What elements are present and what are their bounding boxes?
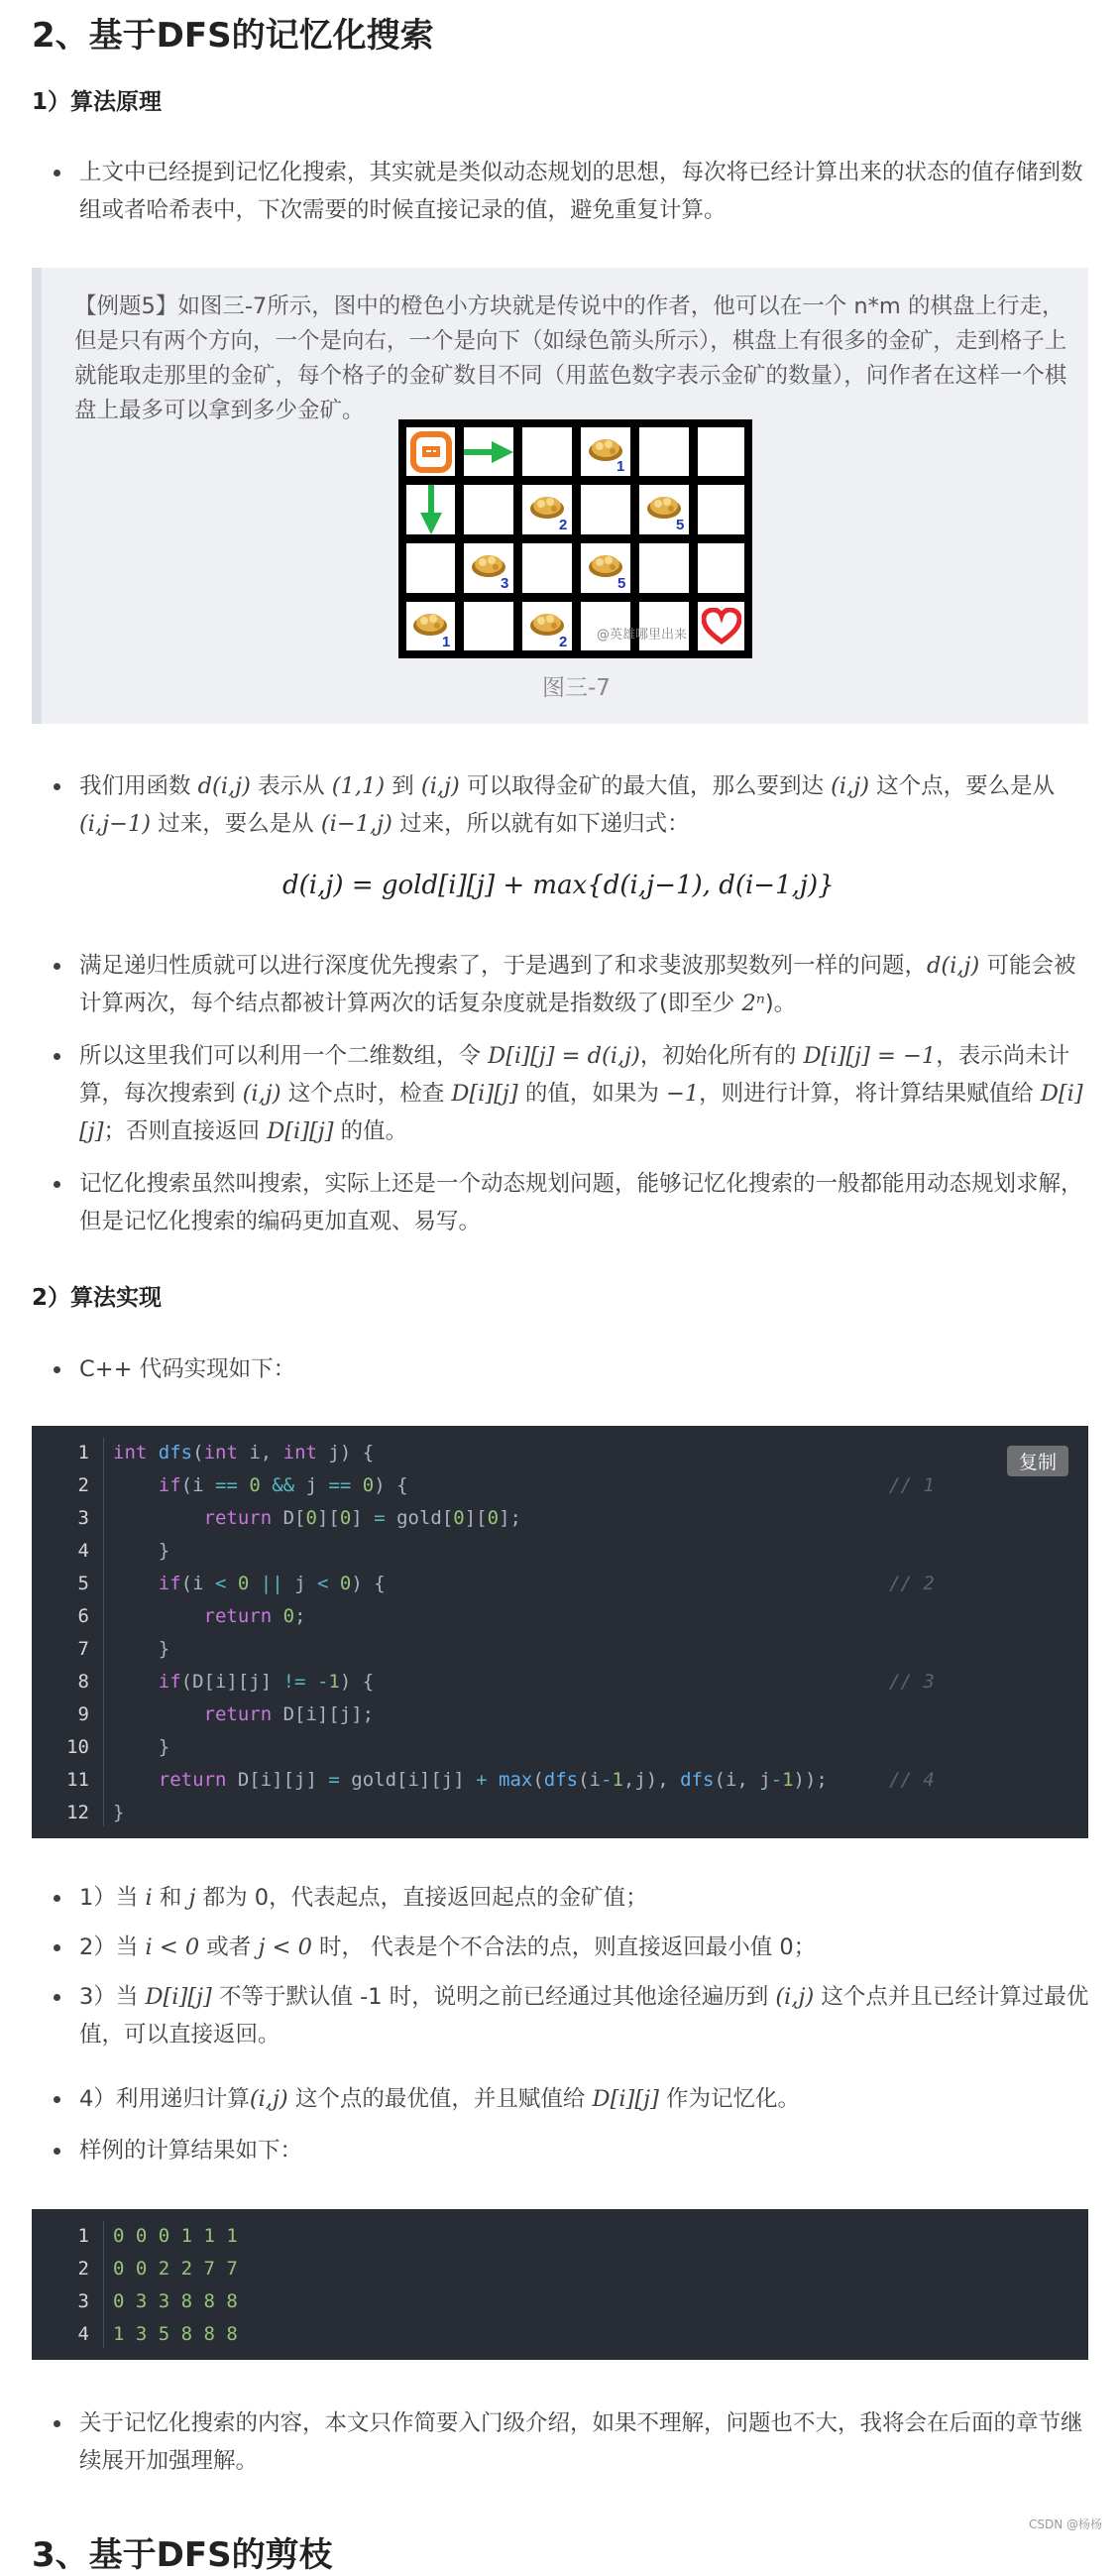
copy-button[interactable]: 复制 <box>1007 1446 1068 1476</box>
gold-count: 2 <box>559 517 568 533</box>
gold-count: 5 <box>617 575 626 592</box>
text: 满足递归性质就可以进行深度优先搜索了，于是遇到了和求斐波那契数列一样的问题， <box>79 953 928 979</box>
line-number: 1 <box>77 1442 89 1464</box>
grid-cell <box>522 543 572 593</box>
gold-count: 3 <box>501 575 509 592</box>
code-line: if(D[i][j] != -1) { <box>158 1671 375 1693</box>
text: 1）当 <box>79 1885 146 1911</box>
math: −1 <box>666 1081 700 1107</box>
text: 所以这里我们可以利用一个二维数组，令 <box>79 1043 489 1069</box>
code-line: if(i == 0 && j == 0) { <box>158 1474 408 1496</box>
math: (i,j) <box>242 1081 281 1107</box>
grid-cell <box>698 543 744 593</box>
text: 这个点的最优值，并且赋值给 <box>287 2086 593 2112</box>
code-comment: // 1 <box>889 1474 935 1496</box>
gold-count: 1 <box>616 458 625 475</box>
result-line: 0 3 3 8 8 8 <box>113 2290 238 2312</box>
list-item <box>55 947 1090 1022</box>
down-arrow-icon <box>418 481 444 536</box>
note-2 <box>55 1929 1090 1966</box>
text: 到 <box>385 773 421 799</box>
note-3 <box>55 1978 1090 2053</box>
math: D[i][j] = −1 <box>803 1043 937 1069</box>
paragraph-intro: 上文中已经提到记忆化搜索，其实就是类似动态规划的思想，每次将已经计算出来的状态的值存储到数组或者哈希表中，下次需要的时候直接记录的值，避免重复计算。 <box>79 160 1083 223</box>
math: D[i][j] <box>451 1081 518 1107</box>
gold-mine-grid-figure <box>398 419 752 658</box>
list-item <box>55 2080 1090 2118</box>
text: 时， 代表是个不合法的点，则直接返回最小值 0； <box>311 1934 817 1960</box>
line-number: 11 <box>66 1769 89 1791</box>
math: (i,j−1) <box>79 811 152 837</box>
paragraph-array <box>55 1037 1090 1150</box>
text: 这个点并且已经计算过最优值，可以直接返回。 <box>79 1984 1089 2048</box>
math: (i,j) <box>831 773 870 799</box>
text: 3）当 <box>79 1984 146 2010</box>
math: D[i][j] <box>267 1118 334 1144</box>
text: ，表示尚未计算，每次搜索到 <box>79 1043 1070 1107</box>
paragraph-memo: 记忆化搜索虽然叫搜索，实际上还是一个动态规划问题，能够记忆化搜索的一般都能用动态规划求解，但是记忆化搜索的编码更加直观、易写。 <box>79 1171 1083 1234</box>
grid-cell <box>464 485 513 534</box>
text: 可能会被计算两次，每个结点都被计算两次的话复杂度就是指数级了(即至少 <box>79 953 1076 1016</box>
text: 和 <box>152 1885 189 1911</box>
text: 的值。 <box>333 1118 408 1144</box>
gold-count: 5 <box>676 517 685 533</box>
line-number: 3 <box>77 1507 89 1529</box>
line-number: 6 <box>77 1605 89 1627</box>
text: 这个点时，检查 <box>280 1081 452 1107</box>
text: ；否则直接返回 <box>103 1118 268 1144</box>
line-number: 2 <box>77 1474 89 1496</box>
code-comment: // 2 <box>889 1573 935 1594</box>
code-line: return 0; <box>203 1605 306 1627</box>
text: 我们用函数 <box>79 773 198 799</box>
text: ，初始化所有的 <box>639 1043 804 1069</box>
section-heading: 2、基于DFS的记忆化搜索 <box>32 16 434 56</box>
grid-cell <box>522 427 572 476</box>
list-item <box>55 2132 1090 2169</box>
result-line: 1 3 5 8 8 8 <box>113 2323 238 2345</box>
math: D[i][j] <box>79 1081 1083 1144</box>
math: d(i,j) <box>927 953 980 979</box>
next-section-heading: 3、基于DFS的剪枝 <box>32 2535 333 2575</box>
text: 这个点，要么是从 <box>869 773 1056 799</box>
text: 都为 0，代表起点，直接返回起点的金矿值； <box>195 1885 648 1911</box>
list-item <box>55 1350 1090 1388</box>
math: (1,1) <box>331 773 386 799</box>
code-comment: // 4 <box>889 1769 935 1791</box>
text: 过来，要么是从 <box>151 811 321 837</box>
grid-cell <box>406 543 455 593</box>
text: 表示从 <box>250 773 332 799</box>
text: 不等于默认值 -1 时，说明之前已经通过其他途径遍历到 <box>211 1984 776 2010</box>
code-line: } <box>113 1540 170 1562</box>
code-comment: // 3 <box>889 1671 935 1693</box>
figure-watermark: @英雄哪里出来 <box>597 628 688 643</box>
text: ，则进行计算，将计算结果赋值给 <box>699 1081 1041 1107</box>
text: )。 <box>764 991 797 1016</box>
text: 2）当 <box>79 1934 146 1960</box>
line-number: 9 <box>77 1703 89 1725</box>
note-1 <box>55 1879 1090 1917</box>
math: (i,j) <box>249 2086 288 2112</box>
list-item <box>55 1929 1090 1966</box>
paragraph-recursion <box>55 947 1090 1022</box>
code-block[interactable] <box>32 1426 1088 1838</box>
line-number: 8 <box>77 1671 89 1693</box>
note-4 <box>55 2080 1090 2118</box>
right-arrow-icon <box>460 439 515 465</box>
list-item <box>55 1879 1090 1917</box>
code-line: return D[i][j]; <box>203 1703 375 1725</box>
text: 可以取得金矿的最大值，那么要到达 <box>459 773 832 799</box>
math: D[i][j] <box>145 1984 212 2010</box>
grid-cell <box>698 485 744 534</box>
math: (i,j) <box>775 1984 815 2010</box>
grid-cell <box>639 427 689 476</box>
list-item <box>55 1165 1090 1240</box>
list-item <box>55 2404 1090 2480</box>
code-line: return D[i][j] = gold[i][j] + max(dfs(i-1,j), dfs(i, j-1)); <box>158 1769 828 1791</box>
line-number: 4 <box>77 1540 89 1562</box>
result-code-block[interactable] <box>32 2209 1088 2360</box>
gutter-divider <box>103 2221 104 2348</box>
note-5: 样例的计算结果如下： <box>79 2138 303 2164</box>
text: 过来，所以就有如下递归式： <box>392 811 690 837</box>
line-number: 3 <box>77 2290 89 2312</box>
code-line: int dfs(int i, int j) { <box>113 1442 375 1464</box>
line-number: 2 <box>77 2258 89 2280</box>
math: j < 0 <box>258 1934 312 1960</box>
line-number: 7 <box>77 1638 89 1660</box>
line-number: 10 <box>66 1736 89 1758</box>
line-number: 1 <box>77 2225 89 2247</box>
text: 的值，如果为 <box>517 1081 666 1107</box>
subheading-implementation: 2）算法实现 <box>32 1285 163 1311</box>
code-line: } <box>113 1802 125 1823</box>
math: i <box>145 1885 153 1911</box>
figure-caption: 图三-7 <box>542 675 611 701</box>
grid-cell <box>698 427 744 476</box>
math: D[i][j] = d(i,j) <box>488 1043 640 1069</box>
list-item <box>55 154 1090 229</box>
math: i < 0 <box>145 1934 200 1960</box>
recurrence-formula: d(i,j) = gold[i][j] + max{d(i,j−1), d(i−1,j)} <box>282 871 835 900</box>
paragraph-cpp: C++ 代码实现如下： <box>79 1356 296 1382</box>
line-number: 5 <box>77 1573 89 1594</box>
gold-count: 2 <box>559 634 568 650</box>
code-line: } <box>113 1736 170 1758</box>
list-item <box>55 1978 1090 2053</box>
line-number: 12 <box>66 1802 89 1823</box>
grid-cell <box>581 485 630 534</box>
math: (i−1,j) <box>320 811 392 837</box>
text: 或者 <box>199 1934 259 1960</box>
paragraph-definition <box>55 767 1090 843</box>
heart-icon <box>702 608 741 645</box>
line-number: 4 <box>77 2323 89 2345</box>
math: (i,j) <box>420 773 460 799</box>
math: D[i][j] <box>592 2086 659 2112</box>
result-line: 0 0 2 2 7 7 <box>113 2258 238 2280</box>
site-watermark: CSDN @杨杨 <box>1028 2517 1102 2531</box>
example-blockquote <box>32 268 1088 724</box>
list-item <box>55 767 1090 843</box>
gutter-divider <box>103 1438 104 1826</box>
result-line: 0 0 0 1 1 1 <box>113 2225 238 2247</box>
text: 作为记忆化。 <box>658 2086 801 2112</box>
paragraph-end: 关于记忆化搜索的内容，本文只作简要入门级介绍，如果不理解，问题也不大，我将会在后面的章节继续展开加强理解。 <box>79 2410 1083 2474</box>
math: d(i,j) <box>197 773 251 799</box>
math: 2ⁿ <box>741 991 765 1016</box>
text: 4）利用递归计算 <box>79 2086 250 2112</box>
author-icon <box>410 431 452 473</box>
code-line: return D[0][0] = gold[0][0]; <box>203 1507 521 1529</box>
gold-count: 1 <box>442 634 451 650</box>
grid-cell <box>464 602 513 650</box>
code-line: } <box>113 1638 170 1660</box>
code-line: if(i < 0 || j < 0) { <box>158 1573 386 1594</box>
grid-cell <box>639 543 689 593</box>
example-text: 【例题5】如图三-7所示，图中的橙色小方块就是传说中的作者，他可以在一个 n*m 的棋盘上行走，但是只有两个方向，一个是向右，一个是向下（如绿色箭头所示），棋盘上有很多的金矿，走到格子上就能取走那里的金矿，每个格子的金矿数目不同（用蓝色数字表示金矿的数量），问作者在这样一个棋盘上最多可以拿到多少金矿。 <box>74 293 1067 423</box>
list-item <box>55 1037 1090 1150</box>
subheading-principle: 1）算法原理 <box>32 89 163 115</box>
math: j <box>188 1885 196 1911</box>
